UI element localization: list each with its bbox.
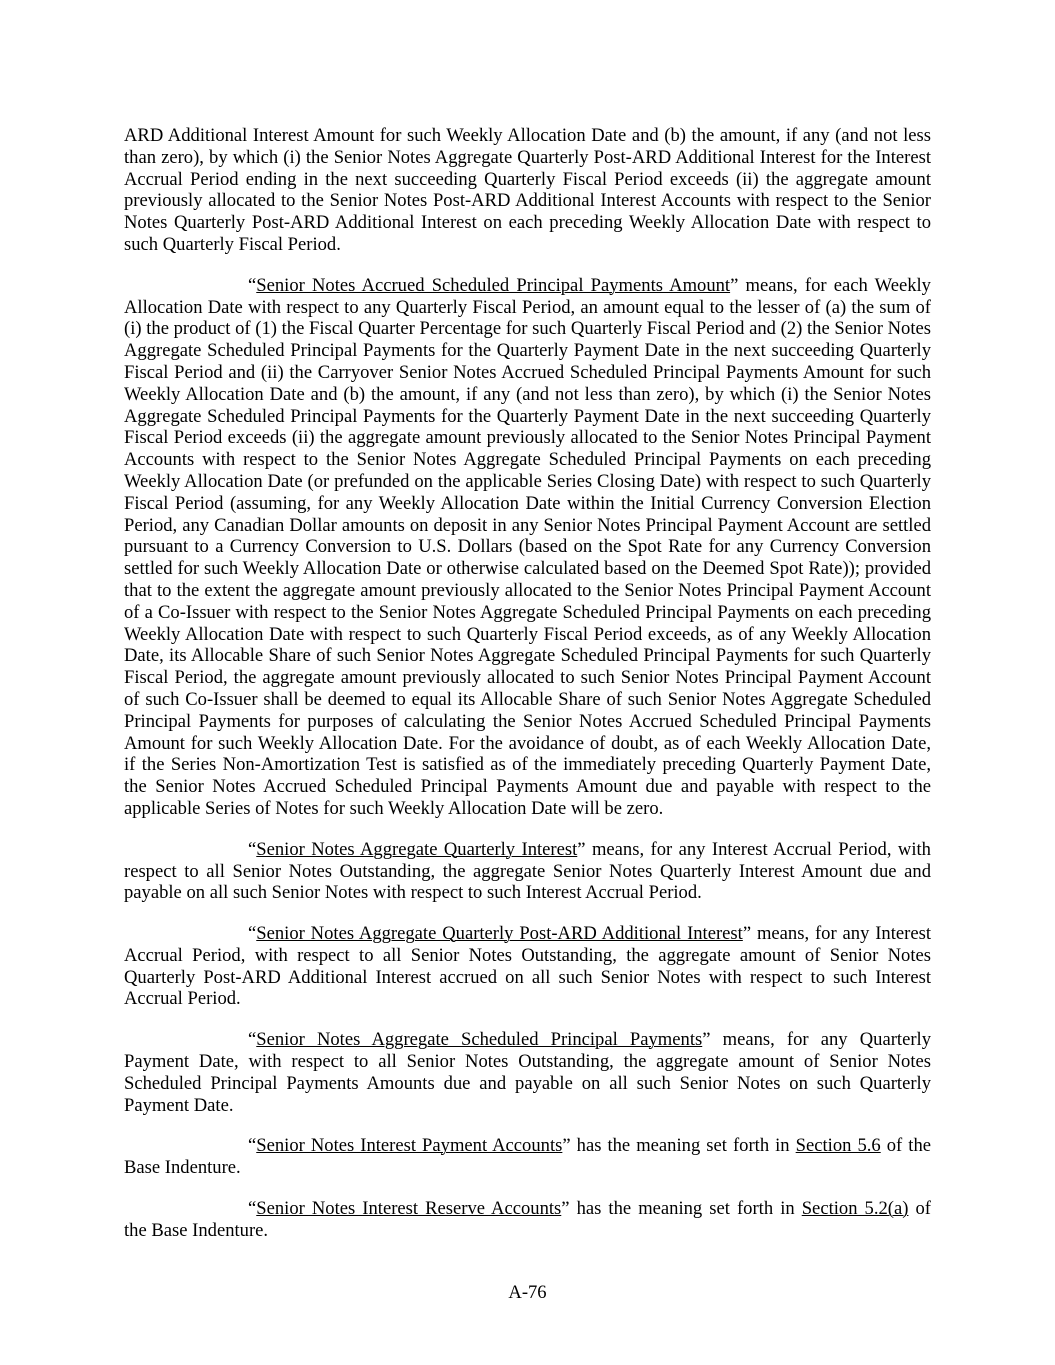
text-line: Fiscal Period (assuming, for any Weekly Allocation Date within the Initial Currency Conversion Election	[124, 492, 931, 514]
text-line: Accrual Period, with respect to all Senior Notes Outstanding, the aggregate amount of Senior Notes	[124, 944, 931, 966]
text-line: such Quarterly Fiscal Period.	[124, 233, 341, 255]
text-segment: “	[248, 1135, 257, 1157]
text-line: Accrual Period.	[124, 988, 241, 1010]
definition-paragraph	[124, 839, 931, 904]
text-line: Period, any Canadian Dollar amounts on deposit in any Senior Notes Principal Payment Account are settled	[124, 514, 931, 536]
text-line: applicable Series of Notes for such Weekly Allocation Date will be zero.	[124, 797, 664, 819]
text-line: Payment Date.	[124, 1094, 234, 1116]
text-line: (i) the product of (1) the Fiscal Quarter Percentage for such Quarterly Fiscal Period and (2) the Senior Notes	[124, 318, 931, 340]
text-line	[124, 1198, 931, 1220]
definition-paragraph	[124, 275, 931, 820]
text-line: Notes Quarterly Post-ARD Additional Interest on each preceding Weekly Allocation Date with respect to	[124, 212, 931, 234]
text-line: ARD Additional Interest Amount for such Weekly Allocation Date and (b) the amount, if any (and not less	[124, 125, 931, 146]
text-segment: “	[248, 1029, 257, 1051]
text-line: Payment Date, with respect to all Senior Notes Outstanding, the aggregate amount of Senior Notes	[124, 1051, 931, 1073]
defined-term: Senior Notes Interest Reserve Accounts	[256, 1198, 562, 1220]
text-line: Accounts with respect to the Senior Notes Aggregate Scheduled Principal Payments on each preceding	[124, 449, 931, 471]
text-line: Fiscal Period and (ii) the Carryover Senior Notes Accrued Scheduled Principal Payments Amount for such	[124, 361, 931, 383]
text-line: the Senior Notes Accrued Scheduled Principal Payments Amount due and payable with respect to the	[124, 776, 931, 798]
text-segment: of	[908, 1198, 931, 1220]
text-line: previously allocated to the Senior Notes Post-ARD Additional Interest Accounts with respect to the Senior	[124, 190, 931, 212]
definition-paragraph	[124, 1198, 931, 1242]
definition-paragraph	[124, 1135, 931, 1179]
text-line: Scheduled Principal Payments Amounts due and payable on all such Senior Notes on such Quarterly	[124, 1072, 931, 1094]
text-line: settled for such Weekly Allocation Date or otherwise calculated based on the Deemed Spot Rate)); provided	[124, 558, 931, 580]
text-line: pursuant to a Currency Conversion to U.S. Dollars (based on the Spot Rate for any Currency Conversion	[124, 536, 931, 558]
text-line	[124, 839, 931, 861]
text-segment: “	[248, 923, 257, 945]
text-segment: ” means, for any Interest	[742, 923, 931, 945]
text-line	[124, 923, 931, 945]
text-segment: ” means, for each Weekly	[730, 274, 931, 296]
text-segment: ” means, for any Quarterly	[702, 1029, 931, 1051]
text-line: Allocation Date with respect to any Quarterly Fiscal Period, an amount equal to the lesser of (a) the sum of	[124, 296, 931, 318]
text-line: that to the extent the aggregate amount previously allocated to the Senior Notes Principal Payment Account	[124, 579, 931, 601]
defined-term: Senior Notes Interest Payment Accounts	[256, 1135, 563, 1157]
section-reference: Section 5.6	[795, 1135, 881, 1157]
text-segment: “	[248, 274, 257, 296]
text-line: than zero), by which (i) the Senior Notes Aggregate Quarterly Post-ARD Additional Interest for the Interest	[124, 146, 931, 168]
text-line: Quarterly Post-ARD Additional Interest accrued on all such Senior Notes with respect to such Interest	[124, 966, 931, 988]
text-line: payable on all such Senior Notes with respect to such Interest Accrual Period.	[124, 882, 702, 904]
text-segment: ” means, for any Interest Accrual Period, with	[577, 838, 931, 860]
continuation-paragraph	[124, 125, 931, 256]
text-segment: “	[248, 838, 257, 860]
defined-term: Senior Notes Aggregate Quarterly Interest	[256, 838, 578, 860]
text-line: Weekly Allocation Date (or prefunded on the applicable Series Closing Date) with respect to such Quarterly	[124, 470, 931, 492]
text-line: Amount for such Weekly Allocation Date. For the avoidance of doubt, as of each Weekly Allocation Date,	[124, 732, 931, 754]
text-line: of a Co-Issuer with respect to the Senior Notes Aggregate Scheduled Principal Payments on each preceding	[124, 601, 931, 623]
text-line: Date, its Allocable Share of such Senior Notes Aggregate Scheduled Principal Payments for such Quarterly	[124, 645, 931, 667]
document-body	[124, 125, 931, 1261]
text-line: Aggregate Scheduled Principal Payments for the Quarterly Payment Date in the next succeeding Quarterly	[124, 405, 931, 427]
definition-paragraph	[124, 923, 931, 1010]
text-segment: ” has the meaning set forth in	[561, 1198, 802, 1220]
defined-term: Senior Notes Aggregate Quarterly Post-ARD Additional Interest	[256, 923, 743, 945]
text-line: Fiscal Period exceeds (ii) the aggregate amount previously allocated to the Senior Notes Principal Payment	[124, 427, 931, 449]
text-line: Fiscal Period, the aggregate amount previously allocated to such Senior Notes Principal Payment Account	[124, 667, 931, 689]
text-line: Base Indenture.	[124, 1157, 241, 1179]
text-segment: of the	[880, 1135, 931, 1157]
section-reference: Section 5.2(a)	[801, 1198, 909, 1220]
text-line: Weekly Allocation Date and (b) the amount, if any (and not less than zero), by which (i) the Senior Notes	[124, 383, 931, 405]
text-line: of such Co-Issuer shall be deemed to equal its Allocable Share of such Senior Notes Aggregate Scheduled	[124, 688, 931, 710]
text-segment: “	[248, 1198, 257, 1220]
defined-term: Senior Notes Accrued Scheduled Principal Payments Amount	[256, 274, 731, 296]
text-line: the Base Indenture.	[124, 1219, 269, 1241]
text-line: Aggregate Scheduled Principal Payments for the Quarterly Payment Date in the next succeeding Quarterly	[124, 340, 931, 362]
text-line: Accrual Period ending in the next succeeding Quarterly Fiscal Period exceeds (ii) the aggregate amount	[124, 168, 931, 190]
text-line	[124, 1029, 931, 1051]
text-line: if the Series Non-Amortization Test is satisfied as of the immediately preceding Quarterly Payment Date,	[124, 754, 931, 776]
text-segment: ” has the meaning set forth in	[562, 1135, 796, 1157]
page-number: A-76	[508, 1282, 547, 1303]
text-line: Weekly Allocation Date with respect to such Quarterly Fiscal Period exceeds, as of any Weekly Allocation	[124, 623, 931, 645]
text-line: respect to all Senior Notes Outstanding, the aggregate Senior Notes Quarterly Interest Amount due and	[124, 860, 931, 882]
defined-term: Senior Notes Aggregate Scheduled Principal Payments	[256, 1029, 703, 1051]
text-line	[124, 1135, 931, 1157]
text-line: Principal Payments for purposes of calculating the Senior Notes Accrued Scheduled Principal Payments	[124, 710, 931, 732]
text-line	[124, 275, 931, 297]
definition-paragraph	[124, 1029, 931, 1116]
